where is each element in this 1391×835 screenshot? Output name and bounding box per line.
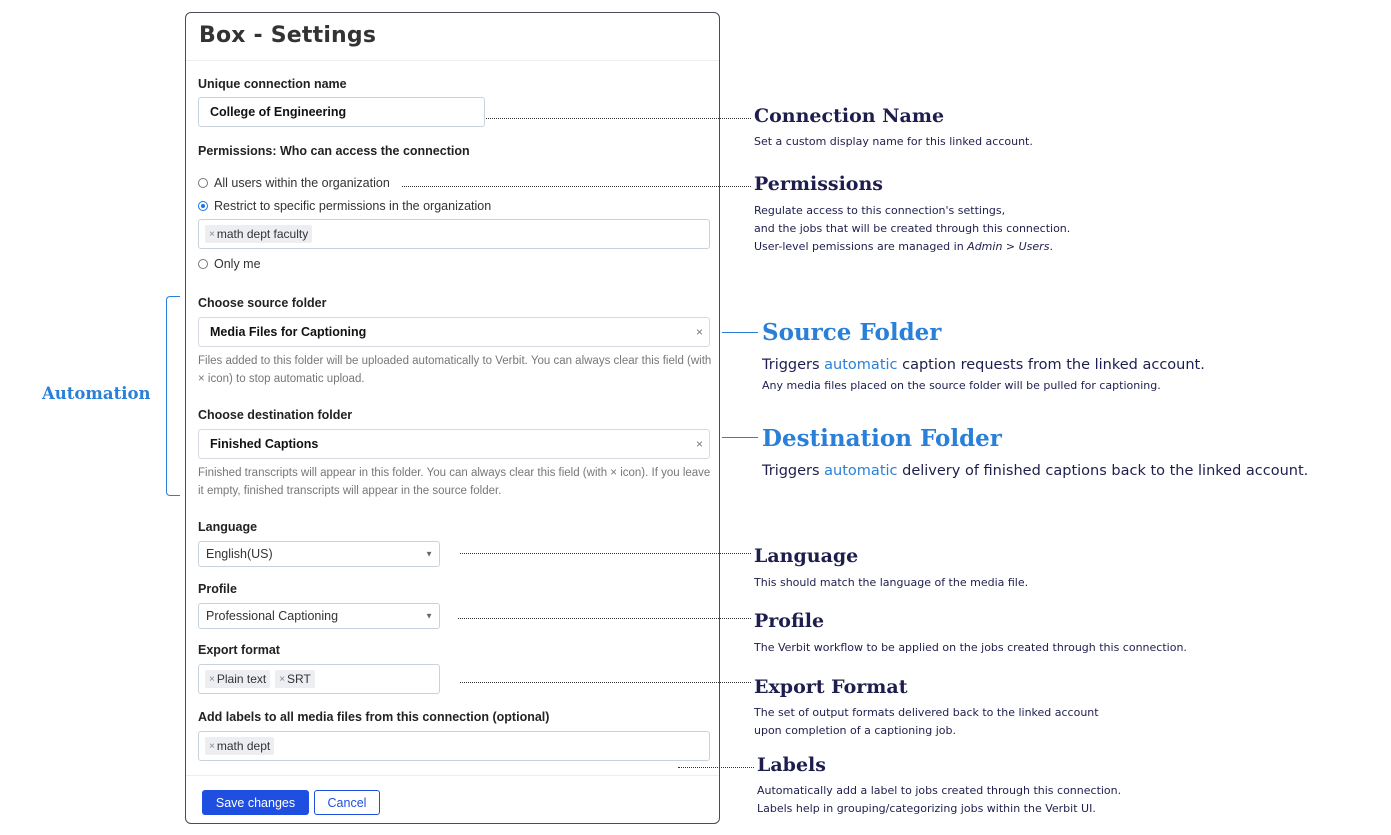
automation-bracket (166, 296, 180, 496)
profile-value: Professional Captioning (206, 609, 339, 623)
label-tag-label: math dept (216, 739, 271, 753)
export-format-tag-label: SRT (287, 672, 311, 686)
annotation-permissions-line3-suffix: . (1049, 240, 1053, 253)
annotation-source-folder-line2: Any media files placed on the source folder will be pulled for captioning. (762, 379, 1161, 392)
permission-option-restricted[interactable] (198, 199, 491, 213)
source-folder-label: Choose source folder (198, 296, 327, 310)
permission-option-label: All users within the organization (214, 176, 390, 190)
connector-line (460, 682, 751, 683)
labels-label: Add labels to all media files from this connection (optional) (198, 710, 550, 724)
annotation-labels-title: Labels (757, 754, 826, 776)
destination-folder-value: Finished Captions (210, 437, 319, 451)
destination-folder-input[interactable] (198, 429, 710, 459)
permission-tag-label: math dept faculty (216, 227, 309, 241)
language-value: English(US) (206, 547, 273, 561)
annotation-destination-folder-title: Destination Folder (762, 425, 1002, 452)
annotation-labels-line1: Automatically add a label to jobs created through this connection. (757, 784, 1122, 797)
text-segment: delivery of finished captions back to the linked account. (897, 463, 1309, 479)
connector-line (458, 618, 751, 619)
chevron-down-icon: ▼ (425, 549, 433, 559)
permissions-label: Permissions: Who can access the connection (198, 144, 470, 158)
label-tag (205, 737, 274, 755)
connector-line (678, 767, 754, 768)
annotation-profile-text: The Verbit workflow to be applied on the jobs created through this connection. (754, 641, 1187, 654)
annotation-destination-folder-line1 (762, 461, 1308, 481)
destination-folder-help: Finished transcripts will appear in this folder. You can always clear this field (with × icon). If you leave it empty, finished transcripts will appear in the source folder. (198, 467, 711, 497)
annotation-language-title: Language (754, 545, 859, 567)
tag-remove-icon[interactable]: × (209, 228, 215, 240)
connector-line (722, 437, 758, 438)
source-folder-value: Media Files for Captioning (210, 325, 367, 339)
annotation-permissions-title: Permissions (754, 173, 883, 195)
export-format-tag (205, 670, 270, 688)
annotation-connection-name-title: Connection Name (754, 105, 945, 127)
permissions-tag-input[interactable] (198, 219, 710, 249)
panel-title: Box - Settings (199, 23, 377, 48)
connection-name-label: Unique connection name (198, 77, 347, 91)
cancel-button[interactable]: Cancel (314, 790, 380, 815)
profile-label: Profile (198, 582, 237, 596)
clear-source-folder-icon[interactable]: × (695, 325, 703, 339)
connection-name-input[interactable] (198, 97, 485, 127)
annotation-permissions-line2: and the jobs that will be created through this connection. (754, 222, 1071, 235)
annotation-permissions-line3 (754, 238, 1053, 256)
connection-name-value: College of Engineering (210, 105, 347, 119)
export-format-label: Export format (198, 643, 280, 657)
permission-option-only-me[interactable] (198, 257, 261, 271)
profile-select[interactable] (198, 603, 440, 629)
text-segment: caption requests from the linked account. (897, 357, 1205, 373)
clear-destination-folder-icon[interactable]: × (695, 437, 703, 451)
permission-tag (205, 225, 312, 243)
export-format-tag (275, 670, 315, 688)
annotation-permissions-line1: Regulate access to this connection's settings, (754, 204, 1006, 217)
automatic-highlight: automatic (824, 463, 898, 479)
source-folder-input[interactable] (198, 317, 710, 347)
automatic-highlight: automatic (824, 357, 898, 373)
annotation-connection-name-text: Set a custom display name for this linked account. (754, 135, 1033, 148)
connector-line (722, 332, 758, 333)
connector-line (486, 118, 751, 119)
export-format-tag-label: Plain text (216, 672, 267, 686)
annotation-permissions-line3-prefix: User-level pemissions are managed in (754, 240, 968, 253)
tag-remove-icon[interactable]: × (209, 673, 215, 685)
radio-checked-icon (198, 201, 208, 211)
connector-line (402, 186, 751, 187)
annotation-labels-line2: Labels help in grouping/categorizing jobs within the Verbit UI. (757, 802, 1096, 815)
annotation-language-text: This should match the language of the media file. (754, 576, 1029, 589)
tag-remove-icon[interactable]: × (279, 673, 286, 685)
footer-divider (186, 775, 719, 776)
settings-panel (185, 12, 720, 824)
radio-icon (198, 259, 208, 269)
annotation-export-format-line1: The set of output formats delivered back to the linked account (754, 706, 1099, 719)
language-label: Language (198, 520, 258, 534)
annotation-profile-title: Profile (754, 610, 825, 632)
annotation-export-format-line2: upon completion of a captioning job. (754, 724, 956, 737)
destination-folder-label: Choose destination folder (198, 408, 353, 422)
title-divider (186, 60, 719, 61)
annotation-export-format-title: Export Format (754, 676, 908, 698)
language-select[interactable] (198, 541, 440, 567)
tag-remove-icon[interactable]: × (209, 740, 215, 752)
permission-option-all-users[interactable] (198, 176, 390, 190)
radio-icon (198, 178, 208, 188)
chevron-down-icon: ▼ (425, 611, 433, 621)
permission-option-label: Restrict to specific permissions in the organization (214, 199, 492, 213)
annotation-permissions-line3-em: Admin > Users (967, 240, 1050, 253)
automation-label: Automation (42, 384, 151, 403)
connector-line (460, 553, 751, 554)
source-folder-help: Files added to this folder will be uploaded automatically to Verbit. You can always clear this field (with × icon) to stop automatic upload. (198, 355, 712, 385)
labels-input[interactable] (198, 731, 710, 761)
text-segment: Triggers (762, 357, 825, 373)
text-segment: Triggers (762, 463, 825, 479)
permission-option-label: Only me (214, 257, 261, 271)
annotation-source-folder-line1 (762, 355, 1205, 375)
annotation-source-folder-title: Source Folder (762, 319, 942, 346)
export-format-input[interactable] (198, 664, 440, 694)
save-changes-button[interactable]: Save changes (202, 790, 309, 815)
